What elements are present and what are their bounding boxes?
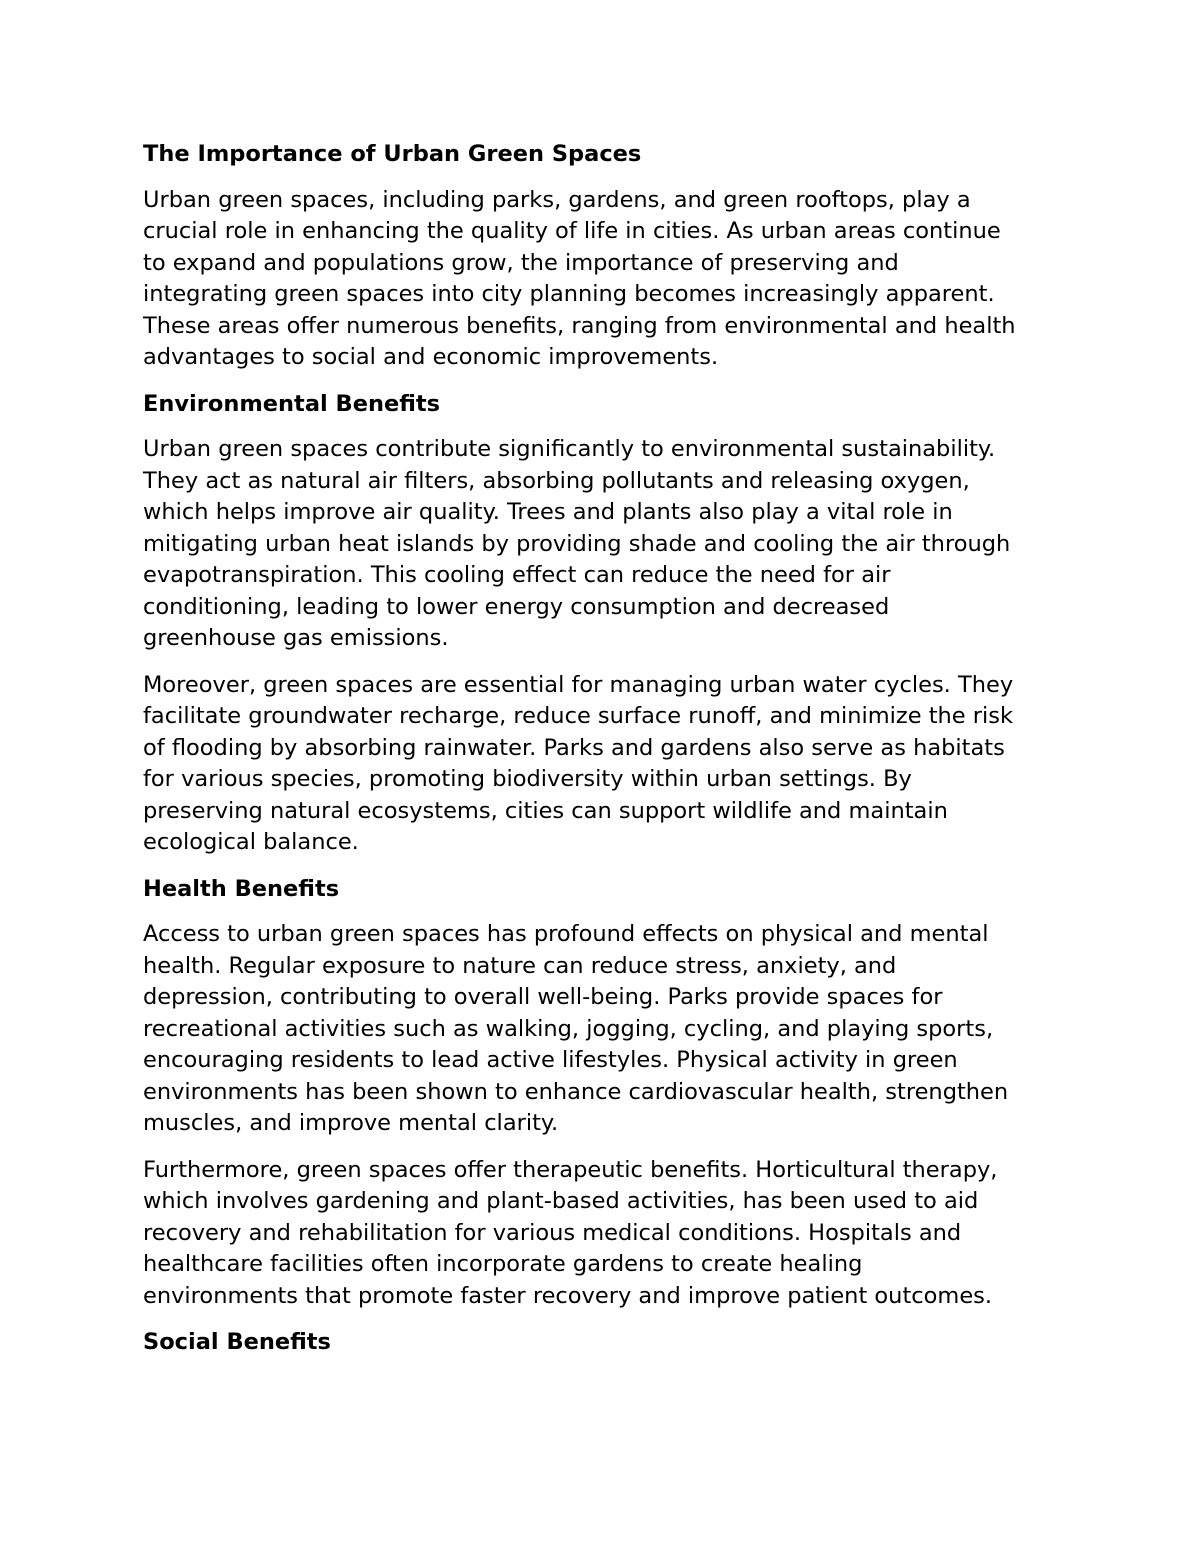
document-sections [143,185,1073,1359]
paragraph [143,670,1073,859]
paragraph-line: evapotranspiration. This cooling effect can reduce the need for air [143,562,891,588]
paragraph-line: Urban green spaces contribute significantly to environmental sustainability. [143,436,996,462]
document-title: The Importance of Urban Green Spaces [143,141,642,167]
paragraph [143,1155,1073,1313]
paragraph-line: mitigating urban heat islands by providing shade and cooling the air through [143,530,1011,557]
paragraph-line: advantages to social and economic improvements. [143,344,719,370]
paragraph-line: integrating green spaces into city planning becomes increasingly apparent. [143,281,995,307]
paragraph-line: greenhouse gas emissions. [143,625,449,651]
paragraph-line: Urban green spaces, including parks, gardens, and green rooftops, play a [143,186,971,213]
paragraph-line: These areas offer numerous benefits, ranging from environmental and health [143,312,1016,339]
paragraph-line: which helps improve air quality. Trees and plants also play a vital role in [143,499,953,525]
paragraph-line: environments has been shown to enhance cardiovascular health, strengthen [143,1078,1009,1105]
paragraph-line: They act as natural air filters, absorbing pollutants and releasing oxygen, [143,467,970,494]
paragraph-line: to expand and populations grow, the importance of preserving and [143,249,899,276]
paragraph-line: of flooding by absorbing rainwater. Parks and gardens also serve as habitats [143,734,1005,761]
paragraph-line: muscles, and improve mental clarity. [143,1110,559,1136]
paragraph-line: depression, contributing to overall well-being. Parks provide spaces for [143,984,943,1010]
paragraph-line: environments that promote faster recovery and improve patient outcomes. [143,1282,993,1309]
paragraph-line: for various species, promoting biodiversity within urban settings. By [143,766,912,792]
paragraph-line: preserving natural ecosystems, cities can support wildlife and maintain [143,797,948,824]
paragraph-line: health. Regular exposure to nature can reduce stress, anxiety, and [143,952,897,979]
paragraph [143,434,1073,655]
document-body [143,139,1073,1373]
paragraph-line: ecological balance. [143,829,359,855]
paragraph-line: recovery and rehabilitation for various medical conditions. Hospitals and [143,1219,962,1246]
paragraph-line: which involves gardening and plant-based activities, has been used to aid [143,1188,979,1214]
section-heading: Environmental Benefits [143,390,441,417]
paragraph-line: Furthermore, green spaces offer therapeutic benefits. Horticultural therapy, [143,1156,998,1183]
section-heading: Social Benefits [143,1329,331,1355]
section-heading: Health Benefits [143,875,340,902]
paragraph-line: encouraging residents to lead active lifestyles. Physical activity in green [143,1047,958,1073]
paragraph [143,919,1073,1140]
paragraph-line: crucial role in enhancing the quality of life in cities. As urban areas continue [143,218,1001,244]
paragraph-line: Access to urban green spaces has profound effects on physical and mental [143,921,989,947]
paragraph-line: healthcare facilities often incorporate gardens to create healing [143,1251,863,1277]
paragraph-line: conditioning, leading to lower energy consumption and decreased [143,593,890,620]
paragraph-line: recreational activities such as walking, jogging, cycling, and playing sports, [143,1015,994,1042]
paragraph-line: Moreover, green spaces are essential for managing urban water cycles. They [143,671,1014,698]
paragraph [143,185,1073,374]
paragraph-line: facilitate groundwater recharge, reduce surface runoff, and minimize the risk [143,703,1014,729]
